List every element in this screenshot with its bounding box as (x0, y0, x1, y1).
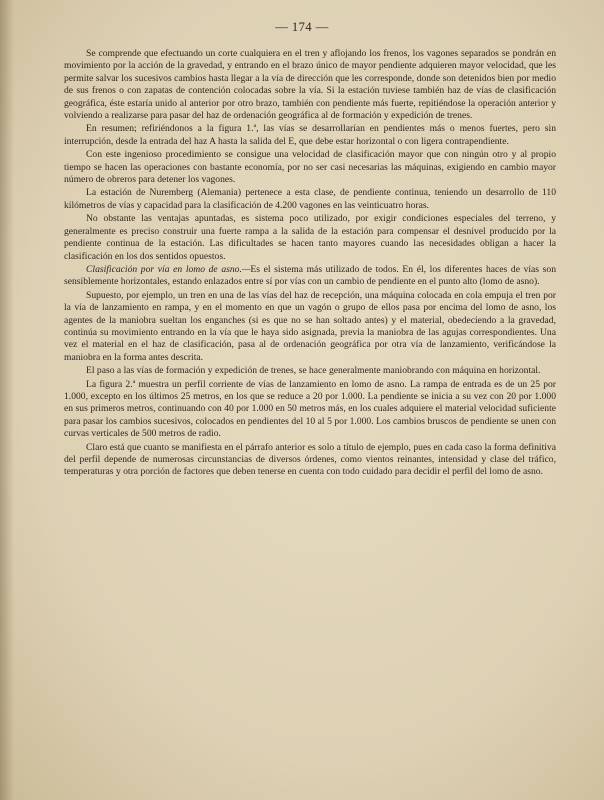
paragraph-2: En resumen; refiriéndonos a la figura 1.ª, las vías se desarrollarían en pendientes más o menos fuertes, pero sin interrupción, desde la entrada del haz A hasta la salida del E, que debe estar horizontal o con ligera contrapendiente. (64, 123, 556, 147)
paragraph-4: La estación de Nuremberg (Alemania) pertenece a esta clase, de pendiente continua, teniendo un desarrollo de 110 kilómetros de vías y capacidad para la clasificación de 4.200 vagones en las veinticuatro horas. (64, 187, 556, 211)
paragraph-7: Supuesto, por ejemplo, un tren en una de las vías del haz de recepción, una máquina colocada en cola empuja el tren por la vía de lanzamiento en rampa, y en el momento en que un vagón o grupo de ellos pasa por encima del lomo de asno, los agentes de la maniobra sueltan los enganches (si es que no se han soltado antes) y el material, obedeciendo a la gravedad, continúa su movimiento entrando en la vía que le haya sido asignada, previa la maniobra de las agujas correspondientes. Una vez el material en el haz de clasificación, pasa al de ordenación geográfica por otra vía de lanzamiento, verificándose la maniobra en la forma antes descrita. (64, 289, 556, 363)
binding-shadow (0, 0, 14, 800)
paragraph-5: No obstante las ventajas apuntadas, es sistema poco utilizado, por exigir condiciones especiales del terreno, y generalmente es preciso construir una fuerte rampa a la salida de la estación para compensar el desnivel producido por la pendiente continua de la estación. Las dificultades se hacen tanto mayores cuando las necesidades obligan a hacer la clasificación en los dos sentidos opuestos. (64, 213, 556, 262)
paragraph-9: La figura 2.ª muestra un perfil corriente de vías de lanzamiento en lomo de asno. La rampa de entrada es de un 25 por 1.000, excepto en los últimos 25 metros, en los que se reduce a 20 por 1.000. La pendiente se inicia a su vez con 20 por 1.000 en sus primeros metros, continuando con 40 por 1.000 en 50 metros más, en los cuales adquiere el material velocidad suficiente para pasar los cambios sucesivos, colocados en pendientes del 10 al 5 por 1.000. Los cambios bruscos de pendiente se unen con curvas verticales de 500 metros de radio. (64, 378, 556, 440)
paragraph-8: El paso a las vías de formación y expedición de trenes, se hace generalmente maniobrando con máquina en horizontal. (86, 365, 541, 377)
body-text (64, 48, 556, 480)
paragraph-6-text: Es el sistema más utilizado de todos. En él, los diferentes haces de vías son sensiblemente horizontales, estando enlazados entre sí por vías con un cambio de pendiente en el punto alto (lomo de asno). (64, 263, 557, 288)
paragraph-6 (64, 264, 556, 289)
section-heading: Clasificación por vía en lomo de asno.— (86, 263, 251, 275)
paragraph-3: Con este ingenioso procedimiento se consigue una velocidad de clasificación mayor que con ningún otro y al propio tiempo se hacen las operaciones con bastante economía, por no ser casi necesarias las máquinas, exigiendo en cambio mayor número de obreros para detener los vagones. (64, 149, 556, 186)
page-number: — 174 — (275, 20, 329, 34)
paragraph-1: Se comprende que efectuando un corte cualquiera en el tren y aflojando los frenos, los vagones separados se pondrán en movimiento por la acción de la gravedad, y entrando en el brazo único de mayor pendiente adquieren mayor velocidad, que les permite salvar los sucesivos cambios hasta llegar a la vía de dirección que les corresponde, donde son detenidos bien por medio de sus frenos o con zapatas de contención colocadas sobre la vía. Si la estación tuviese también haz de vías de clasificación geográfica, éste estaría unido al anterior por otro brazo, también con pendiente más fuerte, repitiéndose la operación anterior y volviendo a realizarse para pasar del haz de ordenación geográfica al de formación y expedición de trenes. (64, 48, 556, 122)
paragraph-10: Claro está que cuanto se manifiesta en el párrafo anterior es solo a título de ejemplo, pues en cada caso la forma definitiva del perfil depende de numerosas circunstancias de diversos órdenes, como vientos reinantes, intensidad y clase del tráfico, temperaturas y otra porción de factores que deben tenerse en cuenta con todo cuidado para decidir el perfil del lomo de asno. (64, 441, 556, 478)
